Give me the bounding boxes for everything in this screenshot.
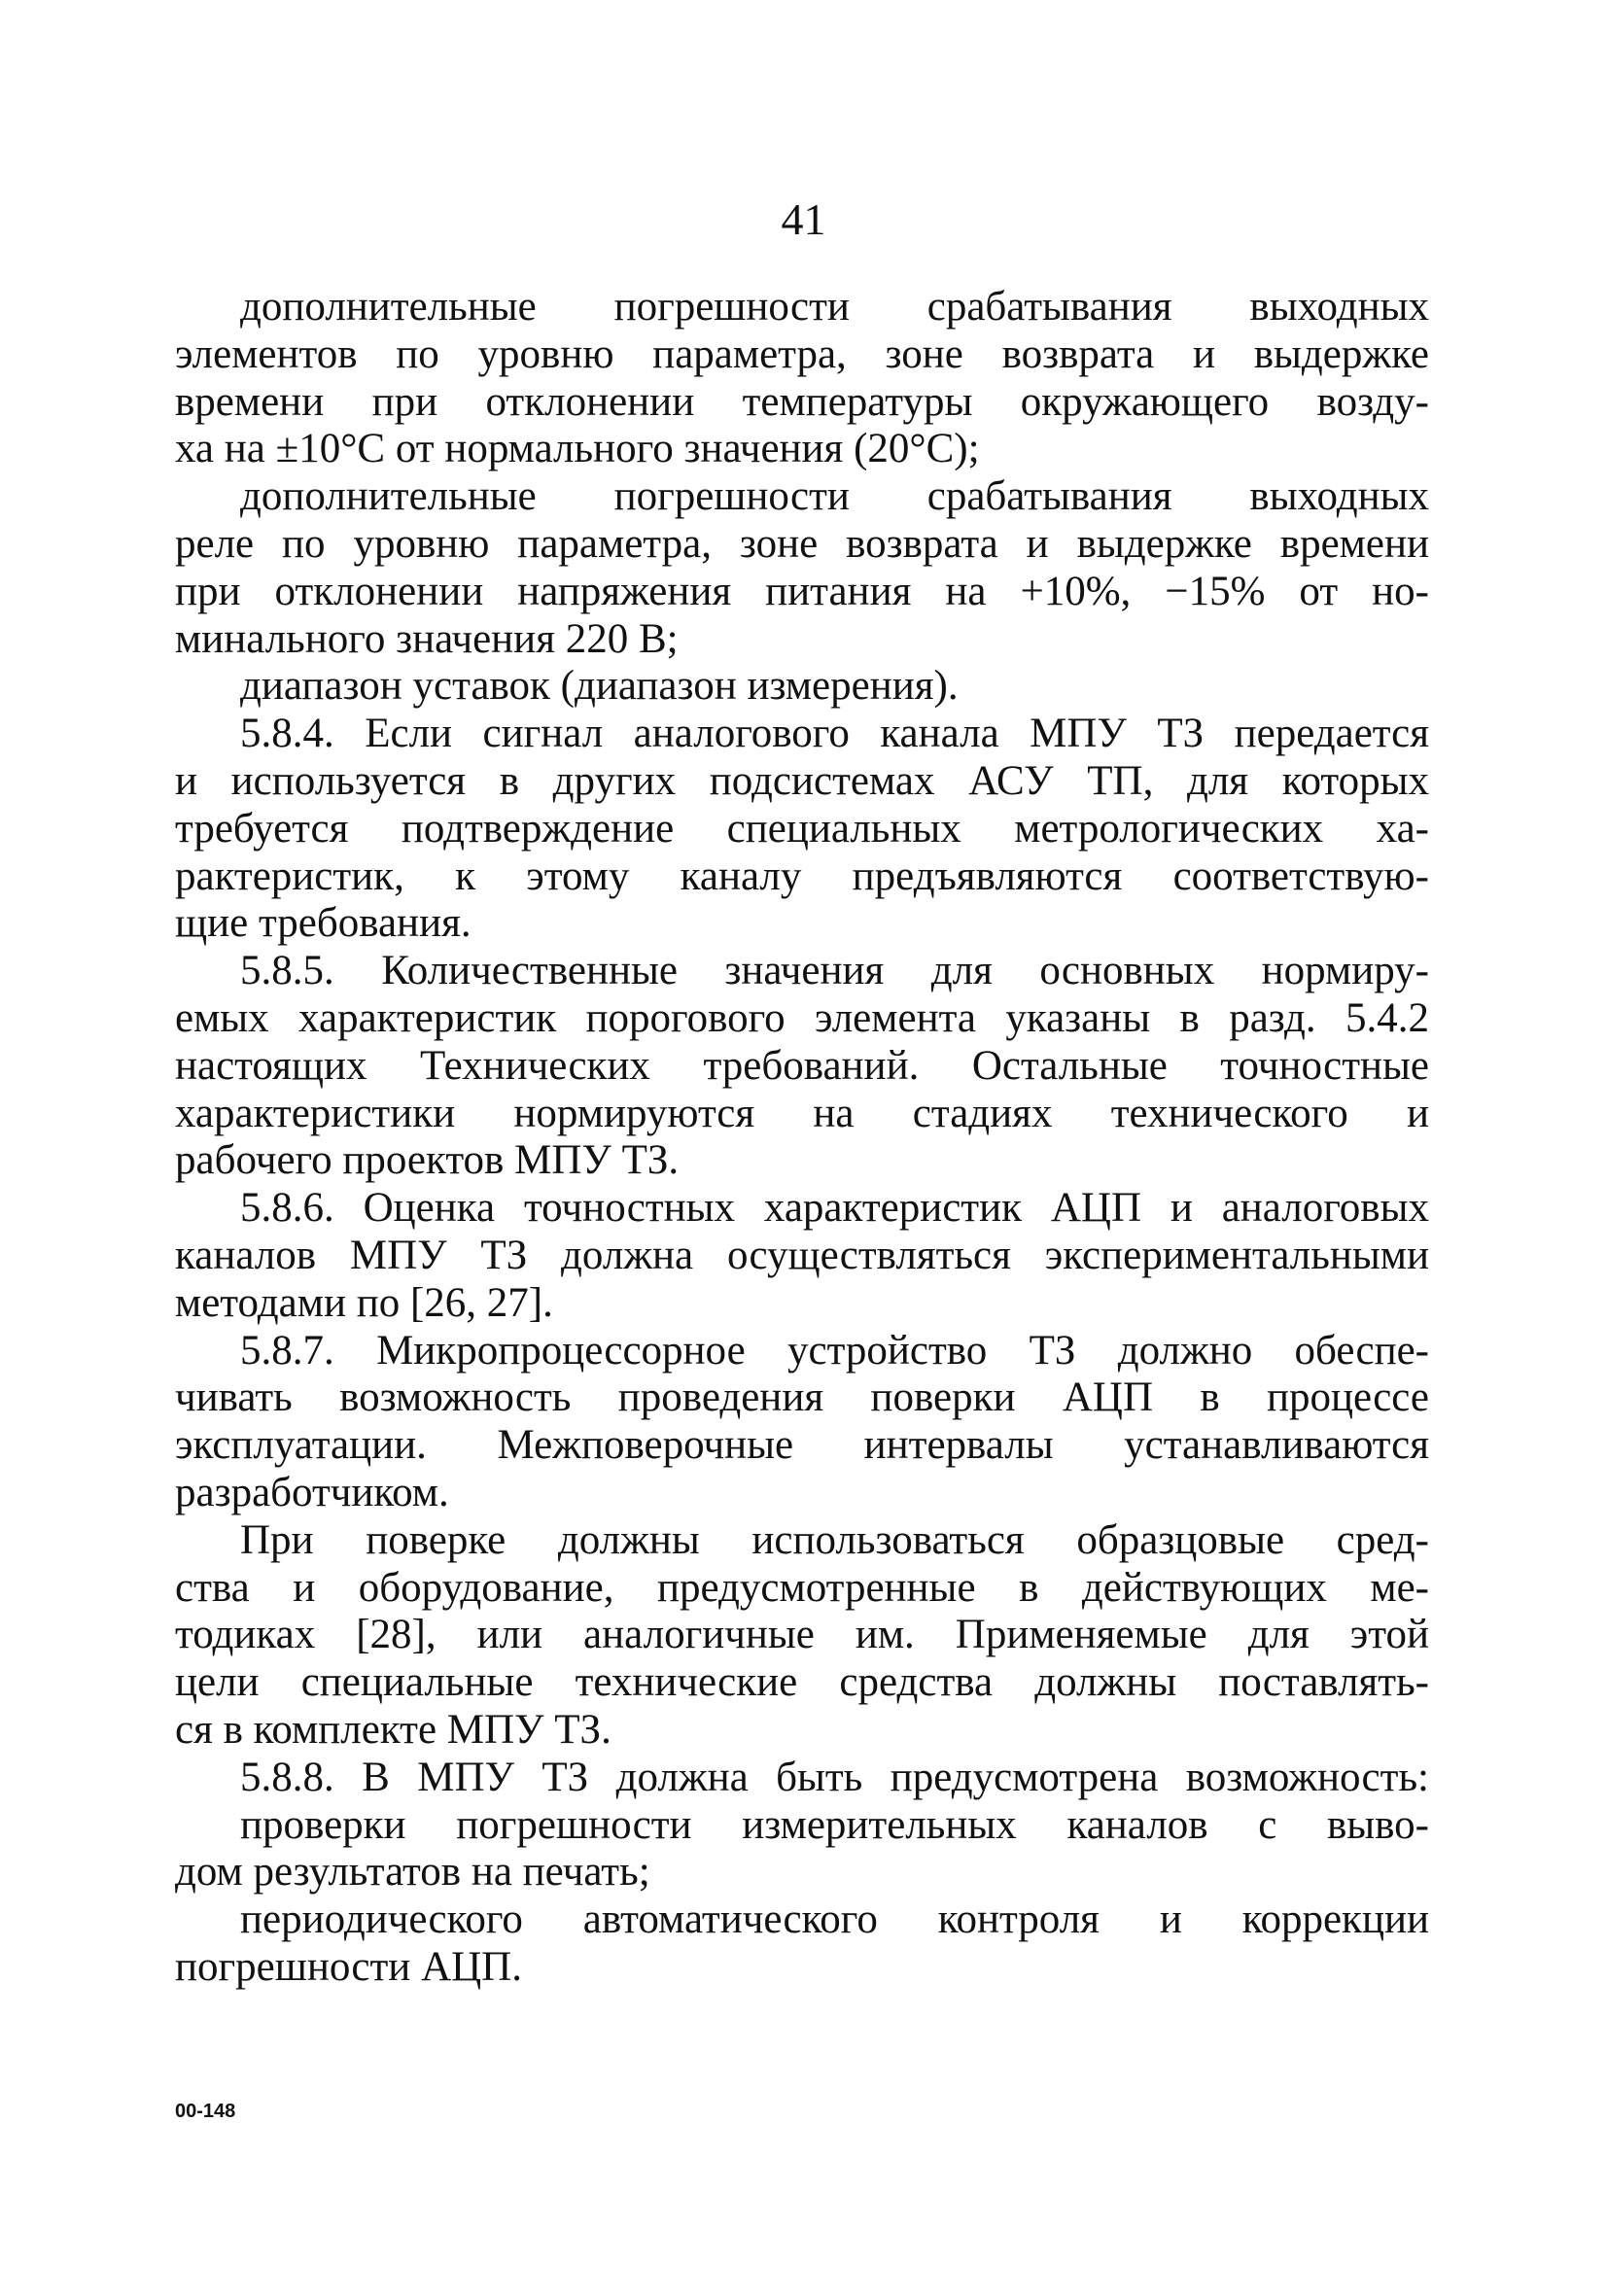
text-line: чивать возможность проведения поверки АЦП в процессе <box>175 1374 1429 1421</box>
text-line: реле по уровню параметра, зоне возврата и выдержке времени <box>175 520 1429 567</box>
text-line: настоящих Технических требований. Остальные точностные <box>175 1042 1429 1089</box>
text-line: при отклонении напряжения питания на +10%, −15% от но- <box>175 568 1429 614</box>
text-line: требуется подтверждение специальных метрологических ха- <box>175 805 1429 852</box>
text-line: 5.8.8. В МПУ ТЗ должна быть предусмотрена возможность: <box>240 1754 1429 1800</box>
text-line: дом результатов на печать; <box>175 1849 650 1896</box>
text-line: 5.8.5. Количественные значения для основных нормиру- <box>240 948 1429 994</box>
text-line: 5.8.7. Микропроцессорное устройство ТЗ должно обеспе- <box>240 1327 1429 1374</box>
text-line: дополнительные погрешности срабатывания выходных <box>240 284 1429 330</box>
text-line: диапазон уставок (диапазон измерения). <box>240 663 959 710</box>
text-line: эксплуатации. Межповерочные интервалы устанавливаются <box>175 1422 1429 1469</box>
text-line: рактеристик, к этому каналу предъявляются соответствую- <box>175 852 1429 899</box>
footer-code: 00-148 <box>175 2101 236 2122</box>
text-line: тодиках [28], или аналогичные им. Применяемые для этой <box>175 1612 1429 1658</box>
text-line: ха на ±10°С от нормального значения (20°С); <box>175 426 980 472</box>
text-line: элементов по уровню параметра, зоне возврата и выдержке <box>175 330 1429 377</box>
text-line: цели специальные технические средства должны поставлять- <box>175 1659 1429 1706</box>
text-line: каналов МПУ ТЗ должна осуществляться экспериментальными <box>175 1232 1429 1278</box>
page-number: 41 <box>781 194 826 244</box>
text-line: минального значения 220 В; <box>175 615 679 662</box>
text-line: дополнительные погрешности срабатывания выходных <box>240 473 1429 520</box>
text-line: щие требования. <box>175 900 472 947</box>
text-line: емых характеристик порогового элемента указаны в разд. 5.4.2 <box>175 994 1429 1041</box>
text-line: 5.8.4. Если сигнал аналогового канала МПУ ТЗ передается <box>240 711 1429 757</box>
body-text <box>175 284 1429 1992</box>
text-line: погрешности АЦП. <box>175 1943 522 1990</box>
text-line: разработчиком. <box>175 1469 449 1515</box>
text-line: проверки погрешности измерительных каналов с выво- <box>240 1801 1429 1848</box>
text-line: ся в комплекте МПУ ТЗ. <box>175 1706 611 1753</box>
text-line: ства и оборудование, предусмотренные в действующих ме- <box>175 1564 1429 1611</box>
text-line: характеристики нормируются на стадиях технического и <box>175 1090 1429 1136</box>
text-line: При поверке должны использоваться образцовые сред- <box>240 1516 1429 1563</box>
text-line: и используется в других подсистемах АСУ ТП, для которых <box>175 757 1429 804</box>
text-line: периодического автоматического контроля и коррекции <box>240 1896 1429 1943</box>
text-line: рабочего проектов МПУ ТЗ. <box>175 1137 680 1184</box>
text-line: методами по [26, 27]. <box>175 1279 553 1326</box>
text-line: времени при отклонении температуры окружающего возду- <box>175 378 1429 425</box>
text-line: 5.8.6. Оценка точностных характеристик АЦП и аналоговых <box>240 1185 1429 1232</box>
